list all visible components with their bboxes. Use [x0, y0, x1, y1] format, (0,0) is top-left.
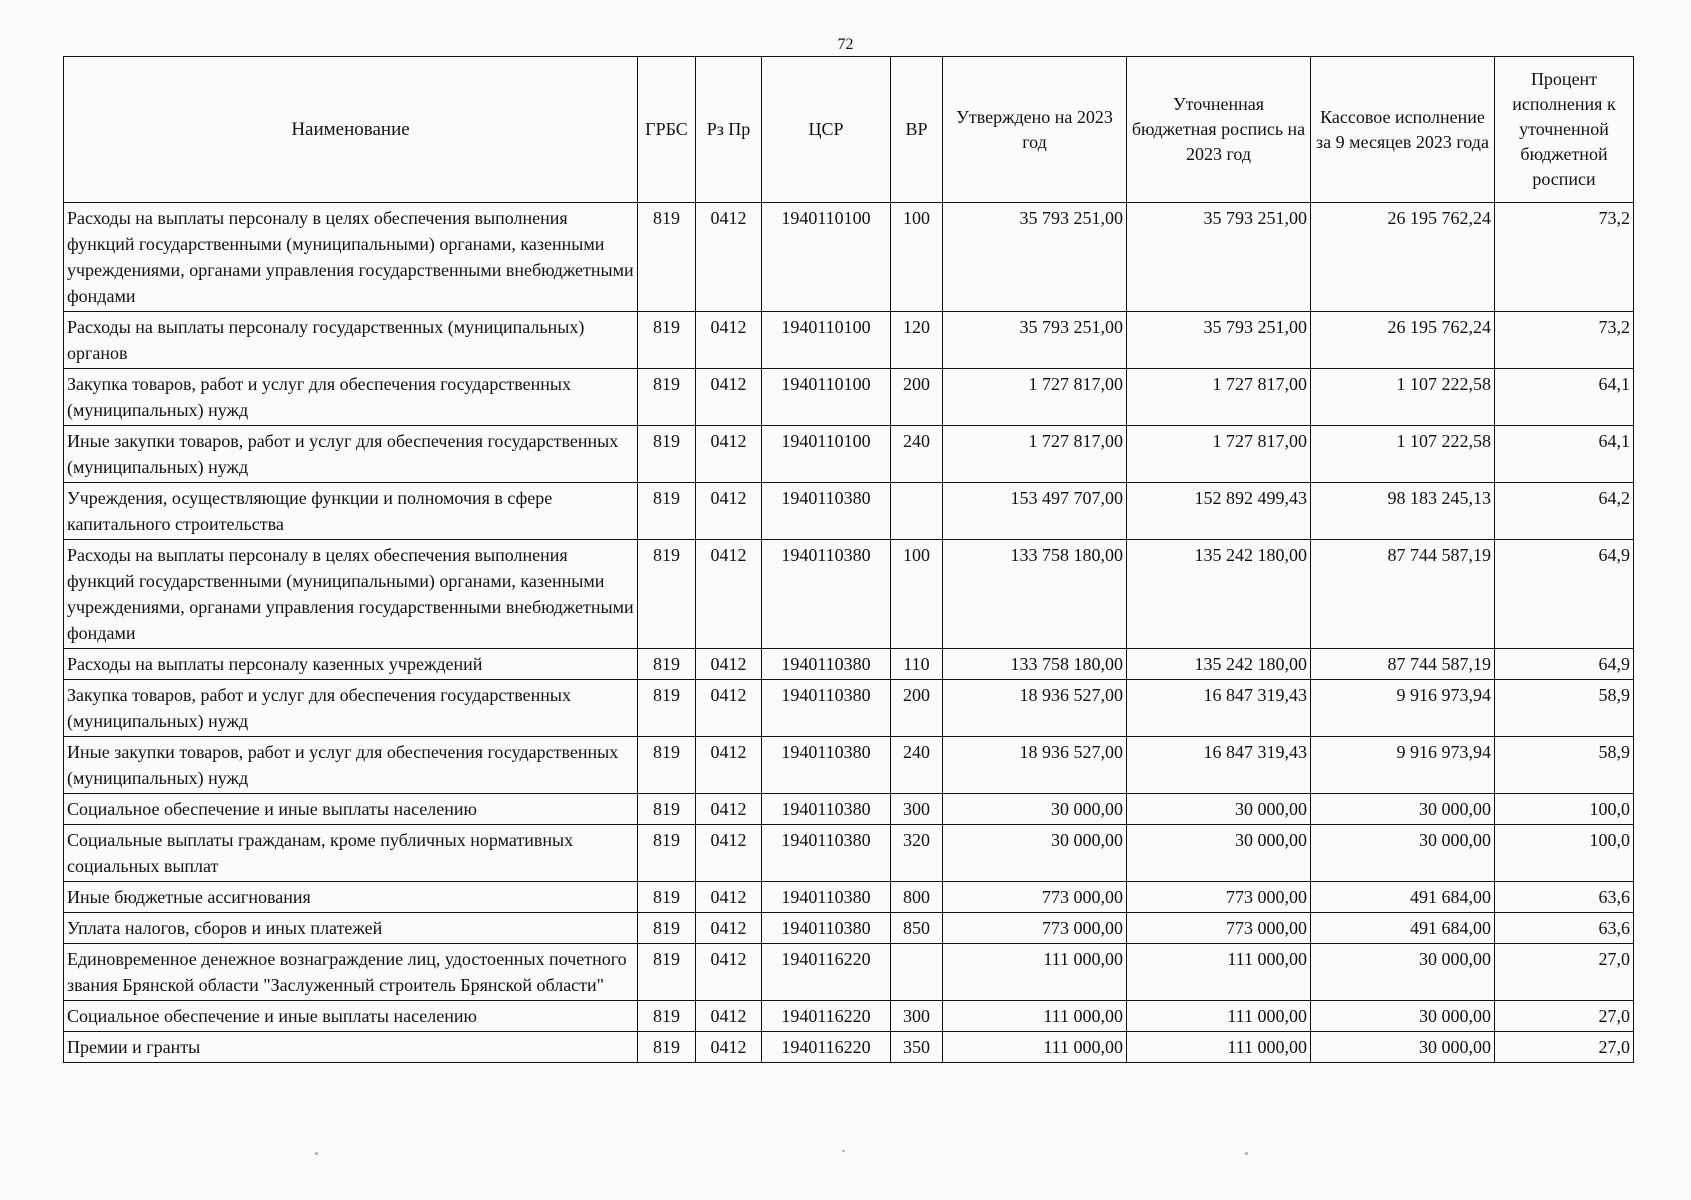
- cell-csr: 1940110100: [762, 426, 891, 483]
- cell-rzpr: 0412: [696, 426, 762, 483]
- cell-approved: 133 758 180,00: [943, 649, 1127, 680]
- cell-cash: 491 684,00: [1311, 913, 1495, 944]
- cell-grbs: 819: [638, 369, 696, 426]
- cell-percent: 64,9: [1495, 649, 1634, 680]
- cell-approved: 773 000,00: [943, 913, 1127, 944]
- table-row: [64, 737, 1634, 794]
- cell-csr: 1940116220: [762, 1001, 891, 1032]
- cell-rzpr: 0412: [696, 312, 762, 369]
- header-cash: Кассовое исполнение за 9 месяцев 2023 года: [1311, 57, 1495, 203]
- budget-table-container: [63, 56, 1633, 1063]
- cell-vr: 300: [891, 794, 943, 825]
- cell-grbs: 819: [638, 680, 696, 737]
- cell-csr: 1940110380: [762, 913, 891, 944]
- cell-cash: 9 916 973,94: [1311, 737, 1495, 794]
- cell-cash: 87 744 587,19: [1311, 540, 1495, 649]
- cell-cash: 1 107 222,58: [1311, 369, 1495, 426]
- page-number: 72: [837, 36, 854, 53]
- table-row: [64, 540, 1634, 649]
- cell-rzpr: 0412: [696, 680, 762, 737]
- table-row: [64, 680, 1634, 737]
- cell-percent: 27,0: [1495, 944, 1634, 1001]
- cell-grbs: 819: [638, 483, 696, 540]
- cell-percent: 27,0: [1495, 1001, 1634, 1032]
- cell-refined: 16 847 319,43: [1127, 737, 1311, 794]
- cell-vr: [891, 944, 943, 1001]
- cell-refined: 152 892 499,43: [1127, 483, 1311, 540]
- cell-vr: [891, 483, 943, 540]
- cell-csr: 1940110380: [762, 794, 891, 825]
- cell-cash: 30 000,00: [1311, 794, 1495, 825]
- cell-percent: 73,2: [1495, 203, 1634, 312]
- cell-csr: 1940110380: [762, 825, 891, 882]
- cell-refined: 773 000,00: [1127, 913, 1311, 944]
- cell-percent: 100,0: [1495, 825, 1634, 882]
- scan-speck: [315, 1152, 318, 1155]
- cell-cash: 30 000,00: [1311, 825, 1495, 882]
- cell-grbs: 819: [638, 540, 696, 649]
- cell-grbs: 819: [638, 1032, 696, 1063]
- cell-refined: 111 000,00: [1127, 1032, 1311, 1063]
- cell-refined: 111 000,00: [1127, 944, 1311, 1001]
- cell-approved: 30 000,00: [943, 794, 1127, 825]
- table-row: [64, 483, 1634, 540]
- cell-refined: 30 000,00: [1127, 825, 1311, 882]
- header-refined: Уточненная бюджетная роспись на 2023 год: [1127, 57, 1311, 203]
- cell-vr: 100: [891, 203, 943, 312]
- cell-csr: 1940110380: [762, 483, 891, 540]
- cell-percent: 64,2: [1495, 483, 1634, 540]
- cell-percent: 73,2: [1495, 312, 1634, 369]
- cell-percent: 63,6: [1495, 913, 1634, 944]
- cell-csr: 1940110380: [762, 882, 891, 913]
- cell-rzpr: 0412: [696, 369, 762, 426]
- cell-rzpr: 0412: [696, 944, 762, 1001]
- table-row: [64, 1001, 1634, 1032]
- cell-grbs: 819: [638, 312, 696, 369]
- cell-vr: 110: [891, 649, 943, 680]
- budget-execution-table: [63, 56, 1634, 1063]
- cell-name: Закупка товаров, работ и услуг для обеспечения государственных (муниципальных) нужд: [64, 680, 638, 737]
- cell-name: Иные закупки товаров, работ и услуг для обеспечения государственных (муниципальных) нужд: [64, 737, 638, 794]
- cell-refined: 30 000,00: [1127, 794, 1311, 825]
- cell-grbs: 819: [638, 825, 696, 882]
- cell-approved: 111 000,00: [943, 944, 1127, 1001]
- cell-csr: 1940110100: [762, 203, 891, 312]
- header-grbs: ГРБС: [638, 57, 696, 203]
- header-csr: ЦСР: [762, 57, 891, 203]
- header-percent: Процент исполнения к уточненной бюджетной росписи: [1495, 57, 1634, 203]
- cell-rzpr: 0412: [696, 1001, 762, 1032]
- cell-grbs: 819: [638, 203, 696, 312]
- cell-name: Уплата налогов, сборов и иных платежей: [64, 913, 638, 944]
- cell-grbs: 819: [638, 737, 696, 794]
- cell-percent: 64,1: [1495, 369, 1634, 426]
- cell-name: Закупка товаров, работ и услуг для обеспечения государственных (муниципальных) нужд: [64, 369, 638, 426]
- cell-csr: 1940110380: [762, 737, 891, 794]
- cell-approved: 1 727 817,00: [943, 426, 1127, 483]
- cell-cash: 98 183 245,13: [1311, 483, 1495, 540]
- cell-rzpr: 0412: [696, 794, 762, 825]
- cell-csr: 1940110100: [762, 312, 891, 369]
- cell-approved: 30 000,00: [943, 825, 1127, 882]
- cell-refined: 1 727 817,00: [1127, 426, 1311, 483]
- cell-approved: 133 758 180,00: [943, 540, 1127, 649]
- cell-name: Расходы на выплаты персоналу в целях обеспечения выполнения функций государственными (муниципальными) органами, казенными учреждениями, органами управления государственными внебюджетными фондами: [64, 540, 638, 649]
- cell-percent: 27,0: [1495, 1032, 1634, 1063]
- cell-cash: 9 916 973,94: [1311, 680, 1495, 737]
- cell-rzpr: 0412: [696, 540, 762, 649]
- cell-vr: 320: [891, 825, 943, 882]
- table-row: [64, 203, 1634, 312]
- cell-rzpr: 0412: [696, 649, 762, 680]
- header-rzpr: Рз Пр: [696, 57, 762, 203]
- cell-cash: 30 000,00: [1311, 944, 1495, 1001]
- cell-refined: 111 000,00: [1127, 1001, 1311, 1032]
- cell-rzpr: 0412: [696, 483, 762, 540]
- cell-cash: 1 107 222,58: [1311, 426, 1495, 483]
- cell-approved: 18 936 527,00: [943, 737, 1127, 794]
- cell-name: Расходы на выплаты персоналу казенных учреждений: [64, 649, 638, 680]
- table-row: [64, 825, 1634, 882]
- cell-cash: 30 000,00: [1311, 1032, 1495, 1063]
- cell-vr: 100: [891, 540, 943, 649]
- cell-refined: 773 000,00: [1127, 882, 1311, 913]
- cell-rzpr: 0412: [696, 203, 762, 312]
- cell-vr: 240: [891, 426, 943, 483]
- cell-approved: 18 936 527,00: [943, 680, 1127, 737]
- cell-grbs: 819: [638, 794, 696, 825]
- cell-refined: 1 727 817,00: [1127, 369, 1311, 426]
- cell-refined: 35 793 251,00: [1127, 203, 1311, 312]
- cell-vr: 120: [891, 312, 943, 369]
- cell-name: Расходы на выплаты персоналу в целях обеспечения выполнения функций государственными (муниципальными) органами, казенными учреждениями, органами управления государственными внебюджетными фондами: [64, 203, 638, 312]
- table-header: [64, 57, 1634, 203]
- table-body: [64, 203, 1634, 1063]
- cell-csr: 1940116220: [762, 1032, 891, 1063]
- cell-percent: 64,1: [1495, 426, 1634, 483]
- table-row: [64, 426, 1634, 483]
- cell-csr: 1940110380: [762, 540, 891, 649]
- header-row: [64, 57, 1634, 203]
- header-vr: ВР: [891, 57, 943, 203]
- cell-vr: 200: [891, 680, 943, 737]
- cell-refined: 35 793 251,00: [1127, 312, 1311, 369]
- table-row: [64, 312, 1634, 369]
- cell-refined: 16 847 319,43: [1127, 680, 1311, 737]
- table-row: [64, 882, 1634, 913]
- header-approved: Утверждено на 2023 год: [943, 57, 1127, 203]
- cell-approved: 111 000,00: [943, 1001, 1127, 1032]
- cell-grbs: 819: [638, 649, 696, 680]
- table-row: [64, 649, 1634, 680]
- cell-refined: 135 242 180,00: [1127, 540, 1311, 649]
- cell-name: Иные закупки товаров, работ и услуг для обеспечения государственных (муниципальных) нужд: [64, 426, 638, 483]
- cell-grbs: 819: [638, 882, 696, 913]
- cell-rzpr: 0412: [696, 737, 762, 794]
- cell-name: Единовременное денежное вознаграждение лиц, удостоенных почетного звания Брянской области "Заслуженный строитель Брянской области": [64, 944, 638, 1001]
- cell-rzpr: 0412: [696, 882, 762, 913]
- cell-percent: 64,9: [1495, 540, 1634, 649]
- cell-percent: 100,0: [1495, 794, 1634, 825]
- cell-csr: 1940110380: [762, 680, 891, 737]
- cell-grbs: 819: [638, 944, 696, 1001]
- cell-approved: 773 000,00: [943, 882, 1127, 913]
- cell-cash: 87 744 587,19: [1311, 649, 1495, 680]
- cell-csr: 1940110380: [762, 649, 891, 680]
- cell-name: Учреждения, осуществляющие функции и полномочия в сфере капитального строительства: [64, 483, 638, 540]
- cell-name: Премии и гранты: [64, 1032, 638, 1063]
- cell-percent: 58,9: [1495, 680, 1634, 737]
- cell-vr: 350: [891, 1032, 943, 1063]
- cell-vr: 240: [891, 737, 943, 794]
- cell-approved: 153 497 707,00: [943, 483, 1127, 540]
- cell-cash: 30 000,00: [1311, 1001, 1495, 1032]
- cell-cash: 26 195 762,24: [1311, 312, 1495, 369]
- cell-vr: 300: [891, 1001, 943, 1032]
- cell-approved: 111 000,00: [943, 1032, 1127, 1063]
- cell-vr: 800: [891, 882, 943, 913]
- cell-vr: 200: [891, 369, 943, 426]
- cell-csr: 1940110100: [762, 369, 891, 426]
- cell-name: Иные бюджетные ассигнования: [64, 882, 638, 913]
- table-row: [64, 794, 1634, 825]
- cell-rzpr: 0412: [696, 913, 762, 944]
- scan-speck: [1245, 1152, 1248, 1155]
- cell-name: Расходы на выплаты персоналу государственных (муниципальных) органов: [64, 312, 638, 369]
- cell-csr: 1940116220: [762, 944, 891, 1001]
- table-row: [64, 913, 1634, 944]
- table-row: [64, 1032, 1634, 1063]
- cell-vr: 850: [891, 913, 943, 944]
- cell-grbs: 819: [638, 913, 696, 944]
- cell-approved: 35 793 251,00: [943, 312, 1127, 369]
- cell-percent: 63,6: [1495, 882, 1634, 913]
- cell-cash: 26 195 762,24: [1311, 203, 1495, 312]
- cell-grbs: 819: [638, 1001, 696, 1032]
- table-row: [64, 369, 1634, 426]
- cell-refined: 135 242 180,00: [1127, 649, 1311, 680]
- cell-rzpr: 0412: [696, 1032, 762, 1063]
- header-name: Наименование: [64, 57, 638, 203]
- cell-approved: 35 793 251,00: [943, 203, 1127, 312]
- cell-rzpr: 0412: [696, 825, 762, 882]
- cell-percent: 58,9: [1495, 737, 1634, 794]
- cell-approved: 1 727 817,00: [943, 369, 1127, 426]
- cell-name: Социальное обеспечение и иные выплаты населению: [64, 794, 638, 825]
- table-row: [64, 944, 1634, 1001]
- cell-grbs: 819: [638, 426, 696, 483]
- cell-cash: 491 684,00: [1311, 882, 1495, 913]
- cell-name: Социальные выплаты гражданам, кроме публичных нормативных социальных выплат: [64, 825, 638, 882]
- cell-name: Социальное обеспечение и иные выплаты населению: [64, 1001, 638, 1032]
- scan-speck: [842, 1150, 845, 1152]
